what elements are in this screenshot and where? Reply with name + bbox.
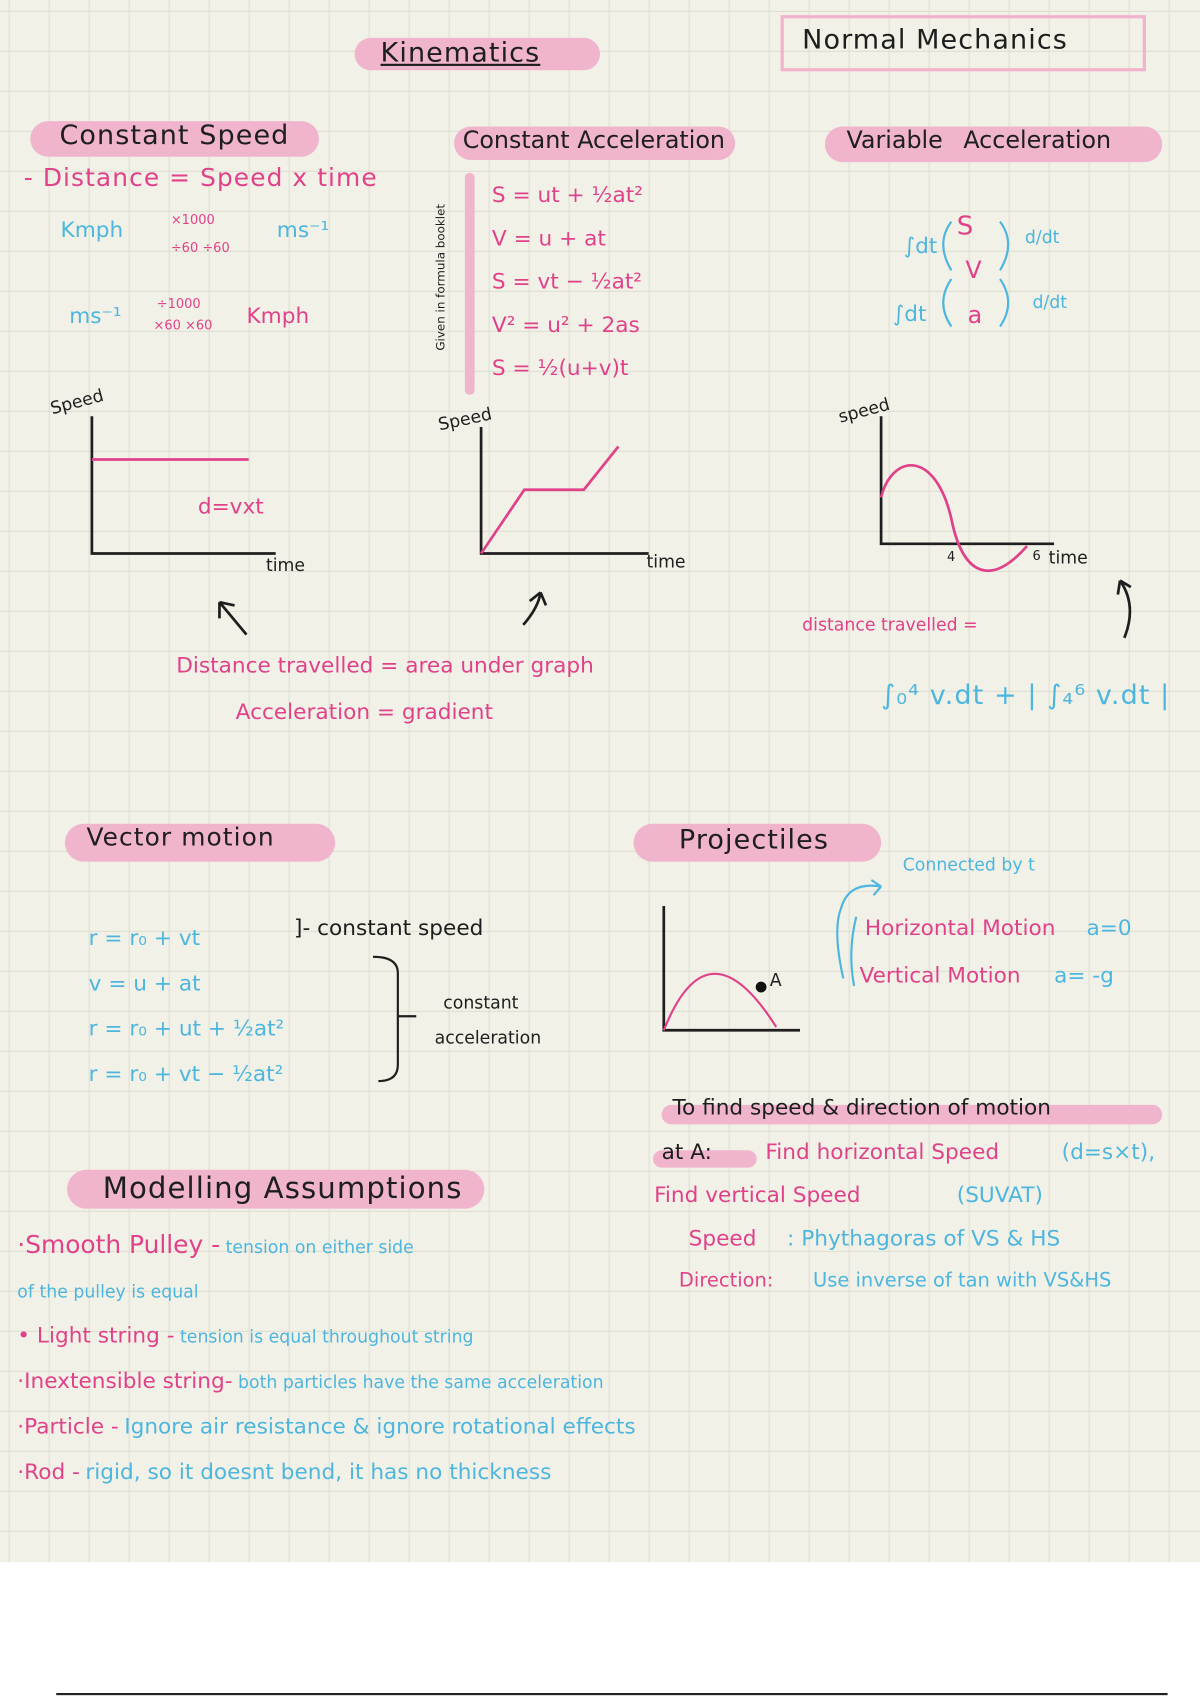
conv1-bottom: ÷60 ÷60 xyxy=(170,240,230,256)
assumption-term: ·Rod - xyxy=(17,1458,80,1485)
modelling-title: Modelling Assumptions xyxy=(102,1171,463,1206)
arrows xyxy=(219,581,1130,638)
assumption-item xyxy=(17,1450,635,1495)
vector-eq: v = u + at xyxy=(88,969,201,996)
vector-motion-title: Vector motion xyxy=(86,823,275,852)
axes xyxy=(92,416,276,553)
vector-eq: r = r₀ + vt − ½at² xyxy=(88,1060,284,1087)
assumption-term: ·Inextensible string- xyxy=(17,1367,233,1394)
projectile-graph xyxy=(664,906,800,1030)
normal-mechanics-title: Normal Mechanics xyxy=(802,23,1068,56)
assumption-item xyxy=(17,1404,635,1449)
vector-eq: r = r₀ + ut + ½at² xyxy=(88,1015,285,1042)
constant-speed-note: ]- constant speed xyxy=(294,914,484,941)
assumption-term: ·Smooth Pulley - xyxy=(17,1231,221,1260)
constant-acceleration-title: Constant Acceleration xyxy=(462,127,725,155)
constant-accel-note: constant xyxy=(443,992,519,1013)
conv1-from: Kmph xyxy=(60,216,124,243)
point-a xyxy=(756,982,767,993)
area-note: Distance travelled = area under graph xyxy=(176,651,594,678)
integral-label: ∫dt xyxy=(903,232,938,259)
formula-booklet-note: Given in formula booklet xyxy=(433,203,448,351)
assumption-desc: of the pulley is equal xyxy=(17,1281,199,1302)
find-vertical: Find vertical Speed xyxy=(654,1181,861,1208)
calculus-brackets xyxy=(943,222,1008,327)
assumption-desc: both particles have the same acceleration xyxy=(238,1371,604,1393)
direction-label: Direction: xyxy=(678,1269,774,1292)
vertical-motion: Vertical Motion xyxy=(859,962,1021,989)
assumption-item xyxy=(17,1359,635,1404)
assumption-term: ·Particle - xyxy=(17,1412,119,1439)
graph3-ylabel: speed xyxy=(836,393,892,427)
distance-formula: - Distance = Speed x time xyxy=(23,164,378,193)
graph2-xlabel: time xyxy=(646,551,686,572)
suvat-eq: V = u + at xyxy=(491,224,606,251)
suvat-eq: S = ut + ½at² xyxy=(491,181,643,208)
suvat-eq: S = ½(u+v)t xyxy=(491,354,629,381)
find-heading: To find speed & direction of motion xyxy=(672,1094,1051,1121)
page-divider xyxy=(56,1693,1167,1695)
derivative-label: d/dt xyxy=(1024,227,1060,248)
assumption-desc: rigid, so it doesnt bend, it has no thickness xyxy=(85,1458,552,1485)
direction-text: Use inverse of tan with VS&HS xyxy=(812,1269,1112,1292)
axes xyxy=(664,906,800,1030)
derivative-label: d/dt xyxy=(1032,291,1068,313)
conv2-bottom: ×60 ×60 xyxy=(153,317,213,333)
motion-bracket xyxy=(851,917,856,986)
assumption-desc: tension is equal throughout string xyxy=(180,1326,474,1348)
conv2-from: ms⁻¹ xyxy=(69,302,122,329)
integral-label: ∫dt xyxy=(892,300,927,327)
suvat-eq: S = vt − ½at² xyxy=(491,268,642,295)
constant-acceleration-graph xyxy=(481,427,649,553)
constant-speed-graph xyxy=(92,416,276,553)
conv1-top: ×1000 xyxy=(170,211,215,228)
assumption-item xyxy=(17,1224,635,1269)
projectiles-title: Projectiles xyxy=(678,823,830,856)
graph3-tick-4: 4 xyxy=(947,549,956,565)
axes xyxy=(881,416,1054,544)
var-a: a xyxy=(967,302,983,330)
variable-acceleration-graph xyxy=(881,416,1054,570)
constant-accel-note: acceleration xyxy=(434,1027,542,1048)
conv1-to: ms⁻¹ xyxy=(276,216,330,243)
assumption-item xyxy=(17,1314,635,1359)
vector-equations xyxy=(89,915,285,1097)
suvat-eq: V² = u² + 2as xyxy=(491,311,640,338)
assumption-desc: tension on either side xyxy=(225,1236,414,1258)
vector-eq: r = r₀ + vt xyxy=(88,924,201,951)
assumption-desc: Ignore air resistance & ignore rotational effects xyxy=(124,1412,636,1439)
assumption-list xyxy=(17,1224,635,1495)
distance-formula-integral: ∫₀⁴ v.dt + | ∫₄⁶ v.dt | xyxy=(881,678,1171,711)
connected-note: Connected by t xyxy=(902,854,1035,875)
graph3-tick-6: 6 xyxy=(1032,548,1041,564)
graph1-xlabel: time xyxy=(265,554,306,576)
variable-acceleration-title: Variable Acceleration xyxy=(846,127,1112,155)
point-a-label: A xyxy=(769,969,782,991)
horizontal-a: a=0 xyxy=(1086,914,1132,941)
gradient-note: Acceleration = gradient xyxy=(235,698,493,725)
conv2-to: Kmph xyxy=(246,302,310,329)
find-vertical-eq: (SUVAT) xyxy=(956,1181,1043,1208)
horizontal-motion: Horizontal Motion xyxy=(864,914,1056,941)
constant-speed-title: Constant Speed xyxy=(59,118,290,151)
vertical-a: a= -g xyxy=(1054,962,1114,989)
find-horizontal: Find horizontal Speed xyxy=(765,1138,1000,1165)
graph3-xlabel: time xyxy=(1048,547,1088,568)
distance-label: distance travelled = xyxy=(802,614,978,635)
graph2-ylabel: Speed xyxy=(436,403,494,435)
speed-line xyxy=(481,446,618,553)
acceleration-bracket xyxy=(373,957,416,1081)
conv2-top: ÷1000 xyxy=(156,296,201,312)
assumption-term: • Light string - xyxy=(17,1322,175,1349)
var-v: V xyxy=(965,257,982,285)
graph1-annotation: d=vxt xyxy=(197,492,264,519)
graph1-ylabel: Speed xyxy=(47,384,106,419)
find-horizontal-eq: (d=s×t), xyxy=(1061,1138,1156,1165)
var-s: S xyxy=(956,210,974,242)
at-a-label: at A: xyxy=(661,1138,712,1165)
speed-label: Speed xyxy=(688,1224,757,1251)
speed-text: : Phythagoras of VS & HS xyxy=(787,1224,1061,1251)
kinematics-title: Kinematics xyxy=(380,36,541,69)
assumption-item xyxy=(17,1269,635,1313)
